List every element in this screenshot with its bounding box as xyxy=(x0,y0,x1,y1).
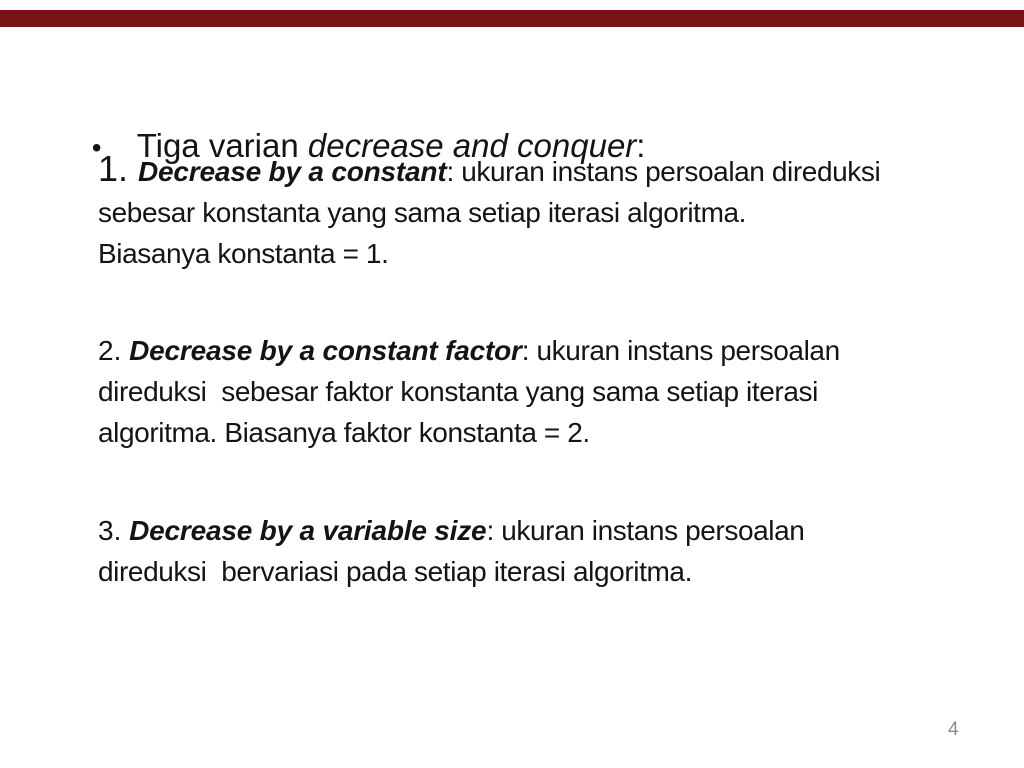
slide-accent-bar xyxy=(0,10,1024,27)
list-item-3-line-2: direduksi bervariasi pada setiap iterasi algoritma. xyxy=(98,556,692,587)
item-3-term: Decrease by a variable size xyxy=(129,515,487,546)
item-2-after-term: : ukuran instans persoalan xyxy=(521,335,840,366)
item-1-after-term: : ukuran instans persoalan direduksi xyxy=(446,156,881,187)
heading-text-emphasis: decrease and conquer xyxy=(307,127,637,164)
bullet-icon: • xyxy=(91,132,102,163)
list-item-2 xyxy=(98,330,998,453)
page-number: 4 xyxy=(948,719,959,740)
list-item-2-line-2: direduksi sebesar faktor konstanta yang sama setiap iterasi xyxy=(98,376,818,407)
heading-text-prefix: Tiga varian xyxy=(136,127,308,164)
item-1-term: Decrease by a constant xyxy=(138,156,447,187)
heading-text-suffix: : xyxy=(636,127,646,164)
list-item-2-line-3: algoritma. Biasanya faktor konstanta = 2. xyxy=(98,417,590,448)
list-item-3-line-1 xyxy=(98,510,998,551)
item-1-number: 1. xyxy=(98,148,139,189)
item-3-number: 3. xyxy=(98,515,130,546)
item-2-number: 2. xyxy=(98,335,130,366)
list-item-3 xyxy=(98,510,998,592)
list-item-1-line-3: Biasanya konstanta = 1. xyxy=(98,238,389,269)
list-item-2-line-1 xyxy=(98,330,998,371)
list-item-1-line-1 xyxy=(98,148,998,192)
item-2-term: Decrease by a constant factor xyxy=(129,335,522,366)
item-3-after-term: : ukuran instans persoalan xyxy=(486,515,805,546)
list-item-1-line-2: sebesar konstanta yang sama setiap iterasi algoritma. xyxy=(98,197,747,228)
list-item-1 xyxy=(98,148,998,274)
